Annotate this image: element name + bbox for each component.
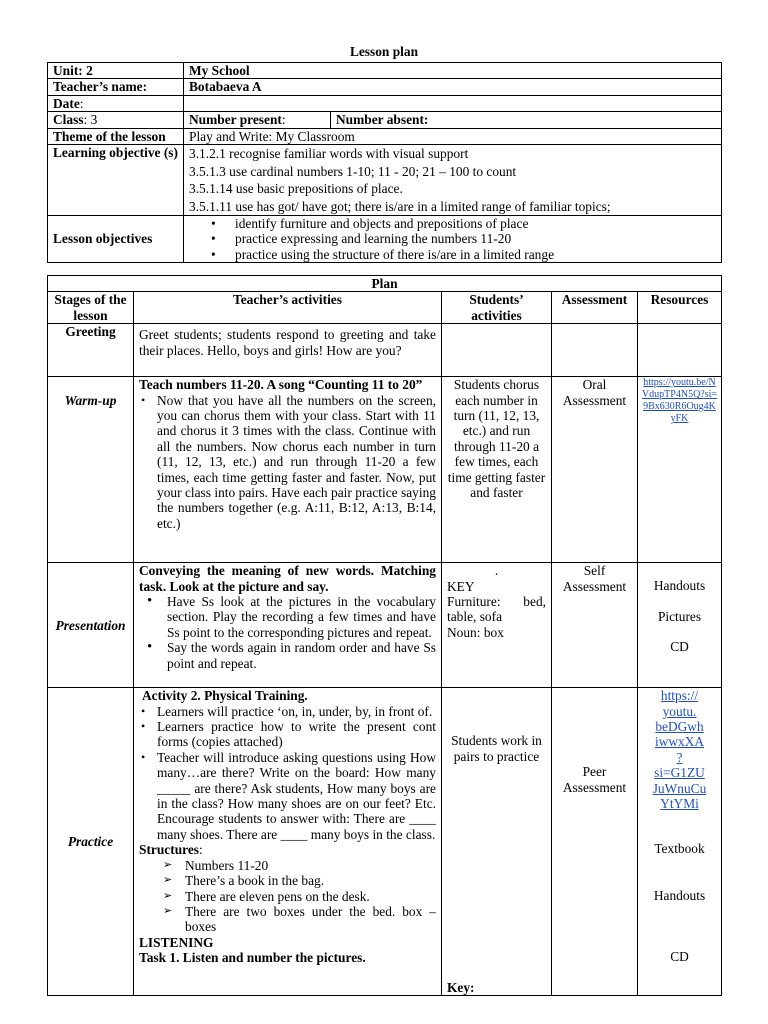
structures-label: Structures xyxy=(139,842,200,858)
col-students: Students’ activities xyxy=(442,292,552,324)
practice-bullet xyxy=(139,719,436,750)
activity-title: Activity 2. Physical Training. xyxy=(142,688,308,704)
date-label: Date xyxy=(53,95,80,111)
theme-value: Play and Write: My Classroom xyxy=(184,128,722,144)
lesson-obj-item: • practice expressing and learning the numbers 11-20 xyxy=(189,231,716,246)
task1-heading: Task 1. Listen and number the pictures. xyxy=(139,950,366,966)
greeting-students xyxy=(442,324,552,377)
warmup-students: Students chorus each number in turn (11, 12, 13, etc.) and run through 11-20 a few times, each time getting faster and faster xyxy=(442,377,552,563)
practice-resources xyxy=(638,688,722,996)
header-table xyxy=(47,62,722,263)
presentation-assessment: Self Assessment xyxy=(552,563,638,688)
present-colon: : xyxy=(281,112,286,128)
col-resources: Resources xyxy=(638,292,722,324)
theme-label: Theme of the lesson xyxy=(48,128,184,144)
warmup-teacher xyxy=(134,377,442,563)
stage-warmup: Warm-up xyxy=(48,377,134,563)
presentation-dot: . xyxy=(494,563,499,579)
date-cell xyxy=(48,95,184,111)
warmup-bullet xyxy=(139,393,436,532)
structures-heading xyxy=(139,842,436,857)
presentation-teacher xyxy=(134,563,442,688)
practice-assessment-text: Peer Assessment xyxy=(562,764,627,795)
resource-handouts: Handouts xyxy=(653,578,706,594)
presentation-bullet-text: Say the words again in random order and have Ss point and repeat. xyxy=(167,640,436,671)
lo-item: 3.1.2.1 recognise familiar words with visual support xyxy=(189,146,469,162)
teacher-label: Teacher’s name: xyxy=(48,79,184,95)
absent-cell: Number absent: xyxy=(331,112,722,128)
practice-bullet-text: Learners will practice ‘on, in, under, by, in front of. xyxy=(157,703,433,719)
greeting-assessment xyxy=(552,324,638,377)
warmup-title: Teach numbers 11-20. A song “Counting 11 to 20” xyxy=(139,377,423,393)
unit-label: Unit: 2 xyxy=(48,63,184,79)
lo-label: Learning objective (s) xyxy=(48,145,184,216)
practice-bullet-text: Teacher will introduce asking questions using How many…are there? Write on the board: How many _____ are there? Ask students, How many boys are in the class? How many shoes are on our feet? Etc. Encourage students to answer with: There are ____ many shoes. There are ____ many boys in the class. xyxy=(157,749,436,842)
structure-item: ➢ Numbers 11-20 xyxy=(139,858,436,873)
present-label: Number present xyxy=(189,112,282,128)
resource-textbook: Textbook xyxy=(654,841,705,857)
present-cell xyxy=(184,112,331,128)
resource-pictures: Pictures xyxy=(657,608,702,624)
presentation-noun: Noun: box xyxy=(447,624,504,640)
lo-item: 3.5.1.14 use basic prepositions of place. xyxy=(189,181,403,197)
presentation-furniture: Furniture: bed, table, sofa xyxy=(447,594,546,625)
greeting-teacher xyxy=(134,324,442,377)
lesson-obj-label: Lesson objectives xyxy=(48,216,184,263)
practice-students-text: Students work in pairs to practice xyxy=(451,733,542,764)
lesson-obj-item: • identify furniture and objects and prepositions of place xyxy=(189,216,716,231)
date-value xyxy=(184,95,722,111)
lo-item: 3.5.1.3 use cardinal numbers 1-10; 11 - 20; 21 – 100 to count xyxy=(189,163,517,179)
warmup-resources xyxy=(638,377,722,563)
presentation-key: KEY xyxy=(447,578,475,594)
stage-greeting: Greeting xyxy=(48,324,134,377)
resource-cd-2: CD xyxy=(670,949,689,965)
lesson-obj-list xyxy=(184,216,722,263)
lo-list xyxy=(184,145,722,216)
practice-bullet xyxy=(139,704,436,719)
greeting-resources xyxy=(638,324,722,377)
practice-video-link[interactable]: https:// youtu. beDGwh iwwxXA ? si=G1ZU JuWnuCu YtYMi xyxy=(652,688,707,812)
resource-cd: CD xyxy=(670,639,689,655)
class-label: Class xyxy=(53,112,84,128)
warmup-text: Now that you have all the numbers on the screen, you can chorus them with your class. Start with 11 and chorus it 3 times with the class. Continue with all the numbers. Now chorus each number in turn (11, 12, 13, etc.) and run through 11-20 a few times, each time getting faster and faster. Now, put your class into pairs. Have each pair practice saying the numbers together (e.g. A:11, B:12, A:13, B:14, etc.) xyxy=(157,392,436,531)
presentation-bullet xyxy=(139,594,436,640)
col-stages: Stages of the lesson xyxy=(48,292,134,324)
presentation-bullet-text: Have Ss look at the pictures in the vocabulary section. Play the recording a few times and have Ss point to the corresponding pictures and repeat. xyxy=(167,594,436,640)
practice-teacher xyxy=(134,688,442,996)
greeting-text: Greet students; students respond to greeting and take their places. Hello, boys and girls! How are you? xyxy=(139,327,436,358)
lesson-obj-item: • practice using the structure of there is/are in a limited range xyxy=(189,247,716,262)
col-assessment: Assessment xyxy=(552,292,638,324)
document-title: Lesson plan xyxy=(349,44,419,59)
col-teacher: Teacher’s activities xyxy=(134,292,442,324)
class-cell xyxy=(48,112,184,128)
class-value: : 3 xyxy=(83,112,98,128)
listening-heading: LISTENING xyxy=(139,934,214,950)
structure-item: ➢ There’s a book in the bag. xyxy=(139,873,436,888)
practice-bullet-text: Learners practice how to write the present cont forms (copies attached) xyxy=(157,719,436,750)
warmup-video-link[interactable]: https://youtu.be/NVdupTP4N5Q?si=9Bx630R6Oug4KyFK xyxy=(641,377,718,425)
stage-practice: Practice xyxy=(48,688,134,996)
plan-table xyxy=(47,275,722,996)
resource-handouts-2: Handouts xyxy=(653,887,706,903)
structure-item: ➢ There are eleven pens on the desk. xyxy=(139,889,436,904)
lo-item: 3.5.1.11 use has got/ have got; there is/are in a limited range of familiar topics; xyxy=(189,198,611,214)
teacher-value: Botabaeva A xyxy=(184,79,722,95)
structures-colon: : xyxy=(199,842,203,858)
practice-key: Key: xyxy=(447,979,475,995)
practice-bullet xyxy=(139,750,436,842)
date-colon: : xyxy=(79,95,84,111)
plan-heading: Plan xyxy=(48,276,722,292)
presentation-title: Conveying the meaning of new words. Matching task. Look at the picture and say. xyxy=(139,563,436,594)
practice-students xyxy=(442,688,552,996)
warmup-assessment: Oral Assessment xyxy=(552,377,638,563)
presentation-students xyxy=(442,563,552,688)
stage-presentation: Presentation xyxy=(48,563,134,688)
presentation-resources xyxy=(638,563,722,688)
unit-value: My School xyxy=(184,63,722,79)
presentation-bullet xyxy=(139,640,436,671)
structure-item: ➢ There are two boxes under the bed. box – boxes xyxy=(139,904,436,935)
practice-assessment xyxy=(552,688,638,996)
